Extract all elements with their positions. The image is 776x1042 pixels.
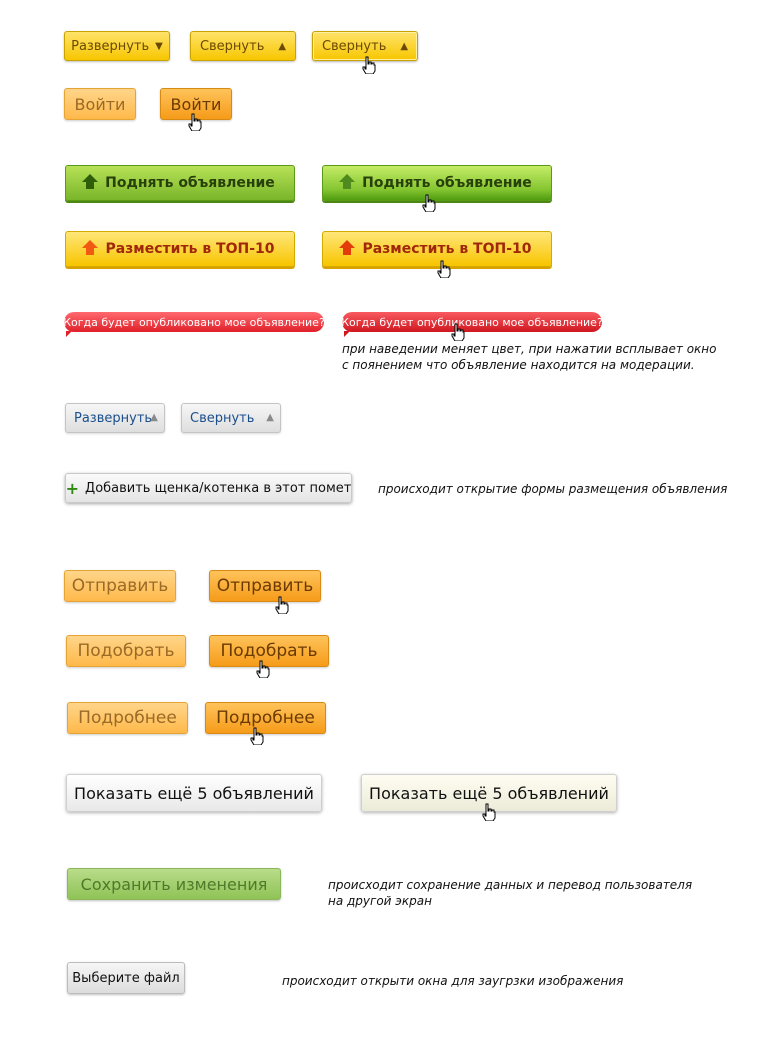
choose-file-button[interactable] bbox=[67, 962, 185, 994]
publish-bubble-hover-label: Когда будет опубликовано мое объявление? bbox=[341, 315, 603, 329]
plus-icon: + bbox=[65, 478, 80, 498]
pick-button[interactable] bbox=[66, 635, 186, 667]
hand-cursor-icon bbox=[188, 113, 202, 131]
send-label: Отправить bbox=[71, 576, 169, 596]
top10-hover-label: Разместить в ТОП-10 bbox=[362, 241, 532, 257]
bubble-tail-icon bbox=[344, 331, 350, 337]
choose-file-label: Выберите файл bbox=[72, 970, 180, 986]
send-hover-label: Отправить bbox=[216, 576, 314, 596]
hand-cursor-icon bbox=[362, 56, 376, 74]
pick-label: Подобрать bbox=[77, 641, 175, 661]
chevron-up-icon: ▲ bbox=[266, 412, 274, 423]
details-label: Подробнее bbox=[78, 708, 177, 728]
expand-label: Развернуть bbox=[71, 38, 150, 54]
send-button[interactable] bbox=[64, 570, 176, 602]
save-changes-label: Сохранить изменения bbox=[80, 874, 268, 894]
save-changes-button[interactable] bbox=[67, 868, 281, 900]
publish-info-bubble[interactable] bbox=[64, 312, 324, 332]
raise-ad-label: Поднять объявление bbox=[105, 175, 275, 191]
raise-ad-button-hover[interactable] bbox=[322, 165, 552, 201]
hand-cursor-icon bbox=[250, 727, 264, 745]
hand-cursor-icon bbox=[451, 323, 465, 341]
collapse-button[interactable] bbox=[190, 31, 296, 61]
send-button-hover[interactable] bbox=[209, 570, 321, 602]
hand-cursor-icon bbox=[437, 260, 451, 278]
top10-label: Разместить в ТОП-10 bbox=[105, 241, 275, 257]
chevron-up-icon: ▲ bbox=[400, 40, 409, 52]
publish-bubble-label: Когда будет опубликовано мое объявление? bbox=[63, 315, 325, 329]
login-label: Войти bbox=[74, 94, 126, 114]
details-hover-label: Подробнее bbox=[216, 708, 315, 728]
publish-note: при наведении меняет цвет, при нажатии всплывает окно с поянением что объявление находится на модерации. bbox=[342, 342, 717, 372]
pick-hover-label: Подобрать bbox=[220, 641, 318, 661]
collapse-hover-label: Свернуть bbox=[321, 38, 387, 54]
add-puppy-button[interactable] bbox=[65, 473, 352, 503]
expand-gray-button[interactable] bbox=[65, 403, 165, 433]
save-note: происходит сохранение данных и перевод пользователя на другой экран bbox=[328, 878, 693, 908]
hand-cursor-icon bbox=[275, 596, 289, 614]
add-puppy-label: Добавить щенка/котенка в этот помет bbox=[85, 480, 352, 496]
show-more-hover-label: Показать ещё 5 объявлений bbox=[369, 783, 609, 803]
expand-button[interactable] bbox=[64, 31, 170, 61]
login-button[interactable] bbox=[64, 88, 136, 120]
arrow-up-icon bbox=[339, 240, 355, 248]
arrow-up-icon bbox=[82, 174, 98, 182]
collapse-gray-button[interactable] bbox=[181, 403, 281, 433]
add-puppy-note: происходит открытие формы размещения объявления bbox=[378, 482, 728, 496]
file-note: происходит открыти окна для заугрзки изображения bbox=[282, 974, 624, 988]
show-more-label: Показать ещё 5 объявлений bbox=[74, 783, 314, 803]
chevron-up-icon: ▲ bbox=[278, 40, 287, 52]
arrow-up-icon bbox=[339, 174, 355, 182]
show-more-button[interactable] bbox=[66, 774, 322, 812]
login-hover-label: Войти bbox=[170, 94, 222, 114]
top10-button[interactable] bbox=[65, 231, 295, 267]
hand-cursor-icon bbox=[256, 660, 270, 678]
arrow-up-icon bbox=[82, 240, 98, 248]
chevron-up-icon: ▲ bbox=[150, 412, 158, 423]
chevron-down-icon: ▼ bbox=[155, 40, 163, 52]
bubble-tail-icon bbox=[66, 331, 72, 337]
raise-ad-hover-label: Поднять объявление bbox=[362, 175, 532, 191]
hand-cursor-icon bbox=[422, 194, 436, 212]
hand-cursor-icon bbox=[482, 803, 496, 821]
collapse-gray-label: Свернуть bbox=[190, 410, 255, 426]
publish-info-bubble-hover[interactable] bbox=[342, 312, 602, 332]
details-button[interactable] bbox=[67, 702, 188, 734]
expand-gray-label: Развернуть bbox=[74, 410, 153, 426]
details-button-hover[interactable] bbox=[205, 702, 326, 734]
raise-ad-button[interactable] bbox=[65, 165, 295, 201]
collapse-label: Свернуть bbox=[199, 38, 265, 54]
